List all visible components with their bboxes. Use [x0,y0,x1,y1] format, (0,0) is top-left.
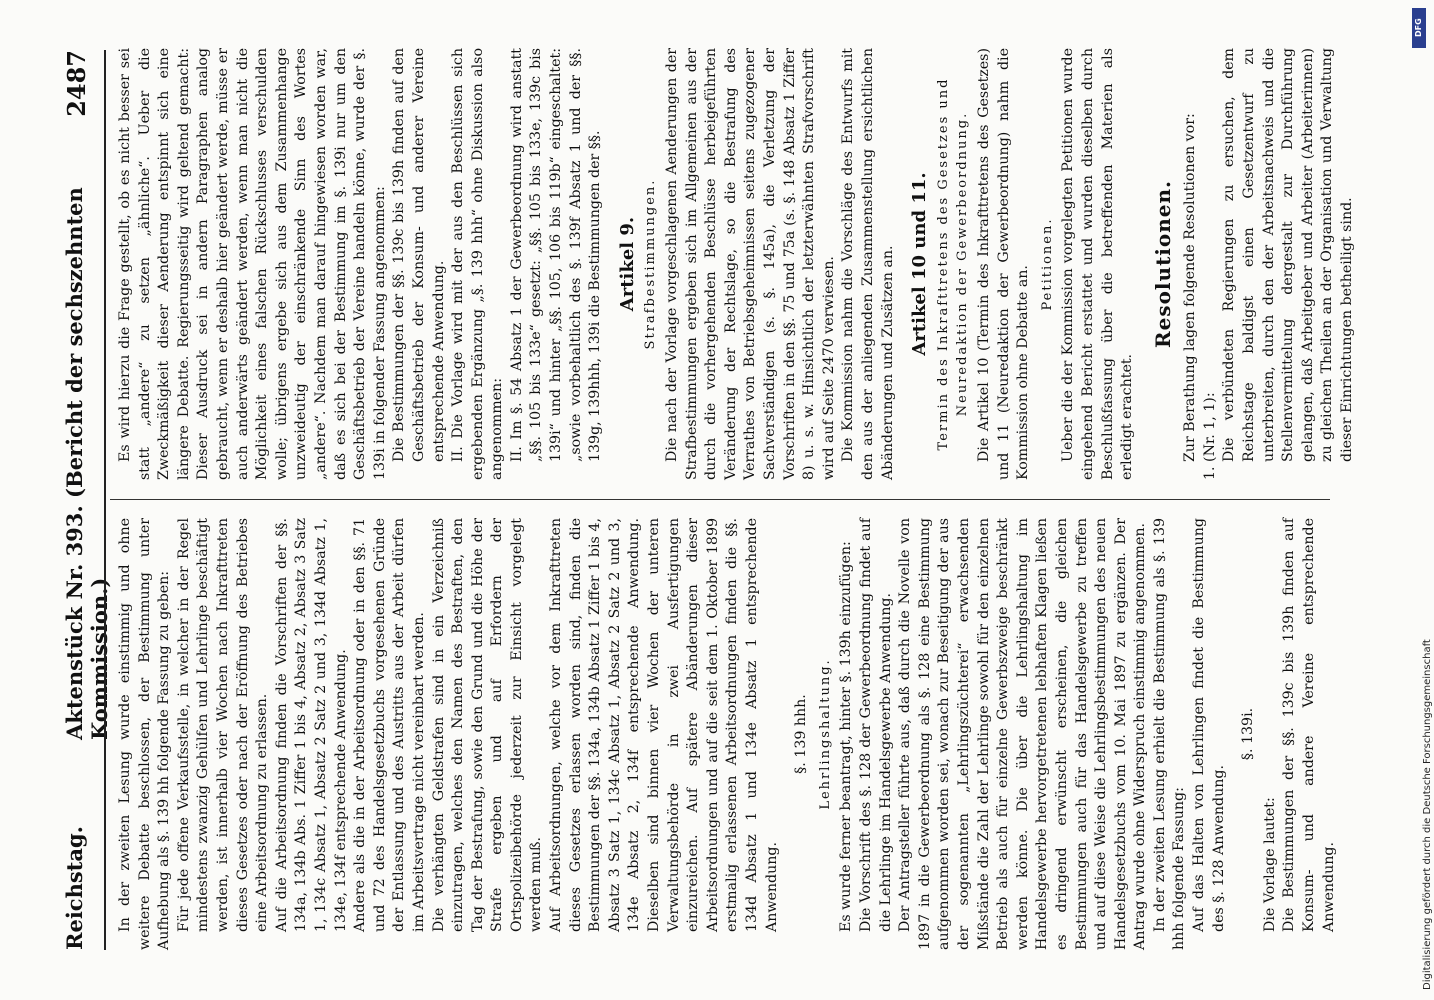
right-column-paragraph: Die Kommission nahm die Vorschläge des Entwurfs mit den aus der anliegenden Zusammenstellung ersichtlichen Abänderungen und Zusätzen an. [840,48,896,480]
right-column-paragraph: Die nach der Vorlage vorgeschlagenen Aenderungen der Strafbestimmungen ergeben sich im Allgemeinen aus der durch die vorhergehenden Beschlüsse herbeigeführten Veränderung der Rechtslage, so die Bestrafung des Verrathes von Betriebsgeheimnissen seitens zugezogener Sachverständigen (s. §. 145a), die Verletzung der Vorschriften in den §§. 75 und 75a (s. §. 148 Absatz 1 Ziffer 8) u. s. w. Hinsichtlich der letzterwähnten Strafvorschrift wird auf Seite 2470 verwiesen. [664,48,837,480]
left-column-section-heading: §. 139i. [1240,707,1257,761]
right-column [116,48,1356,480]
right-column-paragraph: Die Artikel 10 (Termin des Inkrafttretens des Gesetzes) und 11 (Neuredaktion der Gewerbeordnung) nahm die Kommission ohne Debatte an. [975,48,1032,480]
left-column-paragraph: Die Vorschrift des §. 128 der Gewerbeordnung findet auf die Lehrlinge im Handelsgewerbe Anwendung. [857,518,894,932]
right-column-paragraph: II. Im §. 54 Absatz 1 der Gewerbeordnung wird anstatt „§§. 105 bis 133e“ gesetzt: „§§. 105 bis 133e, 139c bis 139i“ und hinter „§§. 105, 106 bis 119b“ eingeschaltet: „sowie vorbehaltlich des §. 139f Absatz 1 und der §§. 139g, 139hhh, 139i die Bestimmungen der §§. [508,48,604,462]
left-column-paragraph: In der zweiten Lesung wurde einstimmig und ohne weitere Debatte beschlossen, der Bestimmung unter Aufhebung als §. 139 hh folgende Fassung zu geben: [117,518,173,950]
left-column-paragraph: Der Antragsteller führte aus, daß durch die Novelle von 1897 in die Gewerbeordnung als §. 128 eine Bestimmung aufgenommen worden sei, wonach zur Beseitigung der aus der sogenannten „Lehrlingszüchterei“ erwachsenden Mißstände die Zahl der Lehrlinge sowohl für den einzelnen Betrieb als auch für einzelne Gewerbszweige beschränkt werden könne. Die über die Lehrlingshaltung im Handelsgewerbe hervorgetretenen lebhaften Klagen ließen es dringend erwünscht erscheinen, die gleichen Bestimmungen auch für das Handelsgewerbe zu treffen und auf diese Weise die Lehrlingsbestimmungen des neuen Handelsgesetzbuchs vom 10. Mai 1897 zu ergänzen. Der Antrag wurde ohne Widerspruch einstimmig angenommen. [897,518,1149,950]
right-column-paragraph: 1. (Nr. 1, 1): [1201,392,1218,480]
left-column-paragraph: Andere als die in der Arbeitsordnung oder in den §§. 71 und 72 des Handelsgesetzbuchs vorgesehenen Gründe der Entlassung und des Austritts aus der Arbeit dürfen im Arbeitsvertrage nicht vereinbart werden. [352,518,427,932]
right-column-paragraph: Die Bestimmungen der §§. 139c bis 139h finden auf den Geschäftsbetrieb der Konsum- und anderer Vereine entsprechende Anwendung. [391,48,447,462]
right-column-paragraph: Die verbündeten Regierungen zu ersuchen, dem Reichstage baldigst einen Gesetzentwurf zu unterbreiten, durch den der Arbeitsnachweis und die Stellenvermittelung dergestalt zur Durchführung gelangen, daß Arbeitgeber und Arbeiter (Arbeiterinnen) zu gleichen Theilen an der Organisation und Verwaltung dieser Einrichtungen betheiligt sind. [1221,48,1356,462]
page-number: 2487 [62,50,91,117]
left-column-paragraph: Die Vorlage lautet: [1261,797,1278,932]
left-column-paragraph: Die Bestimmungen der §§. 139c bis 139h finden auf Konsum- und andere Vereine entsprechende Anwendung. [1281,518,1337,932]
dfg-logo: DFG [1412,8,1426,48]
left-column-paragraph: Die verhängten Geldstrafen sind in ein Verzeichniß einzutragen, welches den Namen des Bestraften, den Tag der Bestrafung, sowie den Grund und die Höhe der Strafe ergeben und auf Erfordern der Ortspolizeibehörde jederzeit zur Einsicht vorgelegt werden muß. [430,518,545,932]
header-rule [104,50,106,950]
right-column-subheading: Strafbestimmungen. [643,178,659,350]
header-title: Aktenstück Nr. 393. (Bericht der sechszehnten Kommission.) [62,187,112,740]
right-column-article-heading: Artikel 9. [616,216,638,312]
rotated-page [20,20,1380,980]
right-column-resolutions-heading: Resolutionen. [1150,179,1175,349]
left-column-paragraph: Auf die Arbeitsordnung finden die Vorschriften der §§. 134a, 134b Abs. 1 Ziffer 1 bis 4, Absatz 2, Absatz 3 Satz 1, 134c Absatz 1, Absatz 2 Satz 2 und 3, 134d Absatz 1, 134e, 134f entsprechende Anwendung. [273,518,349,932]
header-left: Reichstag. [62,826,87,950]
right-column-article-heading: Artikel 10 und 11. [909,172,931,356]
left-column-paragraph: In der zweiten Lesung erhielt die Bestimmung als §. 139 hhh folgende Fassung: [1151,518,1188,950]
left-column-paragraph: Für jede offene Verkaufsstelle, in welcher in der Regel mindestens zwanzig Gehülfen und Lehrlinge beschäftigt werden, ist innerhalb vier Wochen nach Inkrafttreten dieses Gesetzes oder nach der Eröffnung des Betriebes eine Arbeitsordnung zu erlassen. [175,518,271,932]
left-column-subheading: Lehrlingshaltung. [817,658,833,810]
right-column-paragraph: Es wird hierzu die Frage gestellt, ob es nicht besser sei statt „andere“ zu setzen „ähnliche“. Ueber die Zweckmäßigkeit dieser Aenderung entspinnt sich eine längere Debatte. Regierungsseitig wird geltend gemacht: Dieser Ausdruck sei in andern Paragraphen analog gebraucht, wenn er deshalb hier geändert werde, müsse er auch anderwärts geändert werden, wenn man nicht die Möglichkeit eines falschen Rückschlusses verschulden wolle; übrigens ergebe sich aus dem Zusammenhange unzweideutig der einschränkende Sinn des Wortes „andere“. Nachdem man darauf hingewiesen worden war, daß es sich bei der Bestimmung im §. 139i nur um den Geschäftsbetrieb der Vereine handeln könne, wurde der §. 139i in folgender Fassung angenommen: [117,48,388,480]
right-column-paragraph: Ueber die der Kommission vorgelegten Petitionen wurde eingehend Bericht erstattet und wurden dieselben durch Beschlußfassung über die betreffenden Materien als erledigt erachtet. [1060,48,1136,480]
right-column-subheading: Termin des Inkrafttretens des Gesetzes und Neuredaktion der Gewerbeordnung. [935,77,971,451]
right-column-paragraph: II. Die Vorlage wird mit der aus den Beschlüssen sich ergebenden Ergänzung „§. 139 hhh“ ohne Diskussion also angenommen: [450,48,506,480]
left-column-paragraph: Es wurde ferner beantragt, hinter §. 139h einzufügen: [838,541,855,932]
left-column-paragraph: Auf das Halten von Lehrlingen findet die Bestimmung des §. 128 Anwendung. [1191,518,1227,932]
right-column-subheading: Petitionen. [1039,217,1055,311]
page-header [62,50,112,950]
digitization-note: Digitalisierung gefördert durch die Deutsche Forschungsgemeinschaft [1422,639,1433,990]
left-column-section-heading: §. 139 hhh. [793,694,810,774]
left-column [116,518,1346,950]
column-divider [110,499,1330,500]
right-column-paragraph: Zur Berathung lagen folgende Resolutionen vor: [1182,113,1199,462]
left-column-paragraph: Auf Arbeitsordnungen, welche vor dem Inkrafttreten dieses Gesetzes erlassen worden sind, finden die Bestimmungen der §§. 134a, 134b Absatz 1 Ziffer 1 bis 4, Absatz 3 Satz 1, 134c Absatz 1, Absatz 2 Satz 2 und 3, 134e Absatz 2, 134f entsprechende Anwendung. Dieselben sind binnen vier Wochen der unteren Verwaltungsbehörde in zwei Ausfertigungen einzureichen. Auf spätere Abänderungen dieser Arbeitsordnungen und auf die seit dem 1. Oktober 1899 erstmalig erlassenen Arbeitsordnungen finden die §§. 134d Absatz 1 und 134e Absatz 1 entsprechende Anwendung. [548,518,780,932]
